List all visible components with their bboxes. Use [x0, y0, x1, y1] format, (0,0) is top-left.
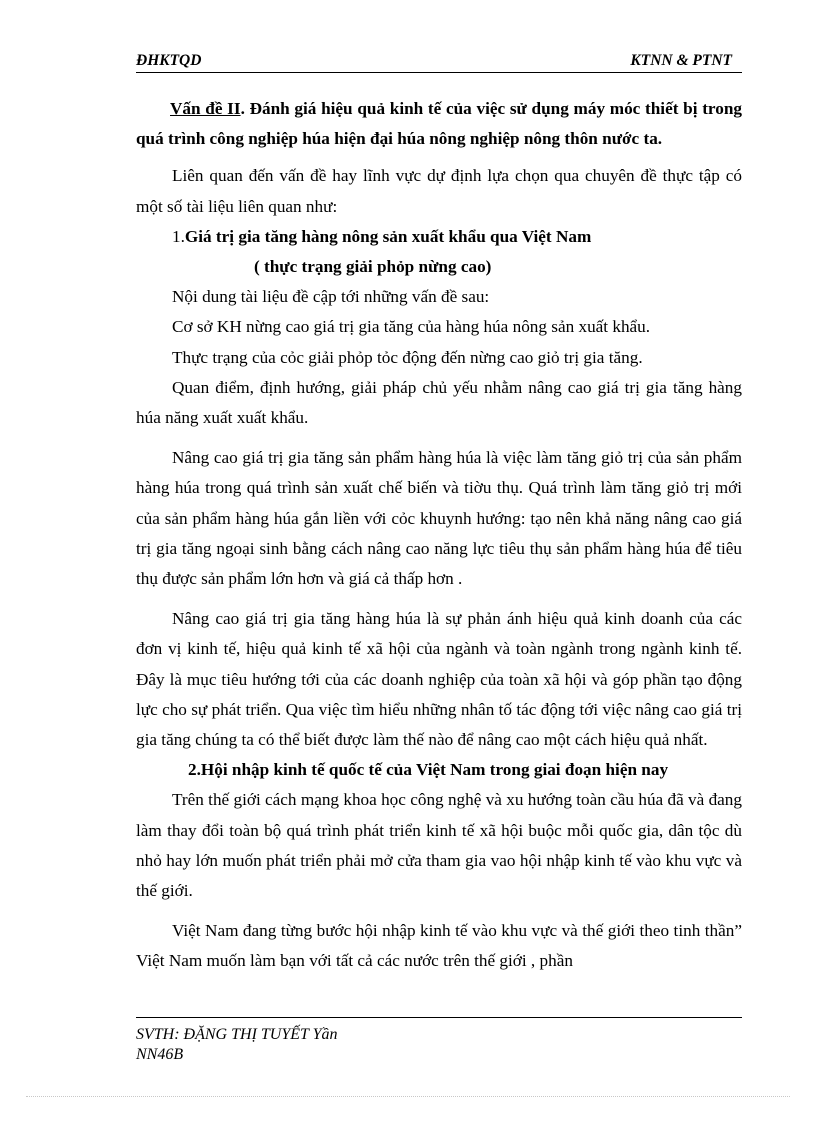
intro-paragraph: Liên quan đến vấn đề hay lĩnh vực dự định lựa chọn qua chuyên đề thực tập có một số tài liệu liên quan như:	[136, 166, 742, 216]
paragraph-2: Nâng cao giá trị gia tăng sản phẩm hàng húa là việc làm tăng giỏ trị của sản phẩm hàng húa trong quá trình sản xuất chế biến và tiờu thụ. Quá trình làm tăng giỏ trị mới của sản phẩm hàng húa gắn liền với cỏc khuynh hướng: tạo nên khả năng nâng cao giá trị gia tăng ngoại sinh bằng cách nâng cao năng lực tiêu thụ sản phẩm hàng húa để tiêu thụ được sản phẩm lớn hơn và giá cả thấp hơn .	[136, 448, 742, 589]
header-left: ĐHKTQD	[136, 52, 202, 69]
paragraph-1: Quan điểm, định hướng, giải pháp chủ yếu nhằm nâng cao giá trị gia tăng hàng húa năng xuất xuất khẩu.	[136, 377, 742, 428]
item-2-title: 2.Hội nhập kinh tế quốc tế của Việt Nam trong giai đoạn hiện nay	[188, 760, 669, 780]
item-1-number: 1.	[172, 226, 185, 246]
page-footer	[136, 1017, 742, 1065]
content-line-2: Cơ sở KH nừng cao giá trị gia tăng của hàng húa nông sản xuất khẩu.	[172, 317, 651, 337]
section-heading	[136, 94, 742, 154]
page-edge-divider	[26, 1096, 790, 1097]
section-heading-label: Vấn đề II	[170, 99, 241, 118]
paragraph-4: Trên thế giới cách mạng khoa học công nghệ và xu hướng toàn cầu húa đã và đang làm thay đổi toàn bộ quá trình phát triển kinh tế xã hội buộc mỗi quốc gia, dân tộc dù nhỏ hay lớn muốn phát triển phải mở cửa tham gia vao hội nhập kinh tế vào khu vực và thế giới.	[136, 790, 742, 901]
item-1-title-text: Giá trị gia tăng hàng nông sản xuất khẩu qua Việt Nam	[184, 226, 592, 246]
document-body	[136, 94, 742, 977]
content-line-3: Thực trạng của cỏc giải phỏp tỏc động đến nừng cao giỏ trị gia tăng.	[172, 347, 643, 367]
paragraph-3: Nâng cao giá trị gia tăng hàng húa là sự phản ánh hiệu quả kinh doanh của các đơn vị kinh tế, hiệu quả kinh tế xã hội của ngành và toàn ngành trong ngành kinh tế. Đây là mục tiêu hướng tới của các doanh nghiệp của toàn xã hội và góp phần tạo động lực cho sự phát triển. Qua việc tìm hiểu những nhân tố tác động tới việc nâng cao giá trị gia tăng chúng ta có thể biết được làm thế nào để nâng cao một cách hiệu quả nhất.	[136, 609, 742, 750]
section-heading-text: . Đánh giá hiệu quả kinh tế của việc sử dụng máy móc thiết bị trong quá trình công nghiệp húa hiện đại húa nông nghiệp nông thôn nước ta.	[136, 99, 742, 149]
page-header	[136, 50, 742, 73]
item-1-title	[136, 222, 742, 252]
footer-class: NN46B	[136, 1046, 184, 1063]
header-right: KTNN & PTNT	[630, 52, 732, 69]
paragraph-5: Việt Nam đang từng bước hội nhập kinh tế vào khu vực và thế giới theo tinh thần” Việt Nam muốn làm bạn với tất cả các nước trên thế giới , phần	[136, 921, 742, 971]
item-1-subtitle: ( thực trạng giải phỏp nừng cao)	[254, 257, 492, 277]
footer-author: SVTH: ĐẶNG THỊ TUYẾT Yần	[136, 1026, 338, 1043]
content-line-1: Nội dung tài liệu đề cập tới những vấn đề sau:	[172, 287, 490, 307]
